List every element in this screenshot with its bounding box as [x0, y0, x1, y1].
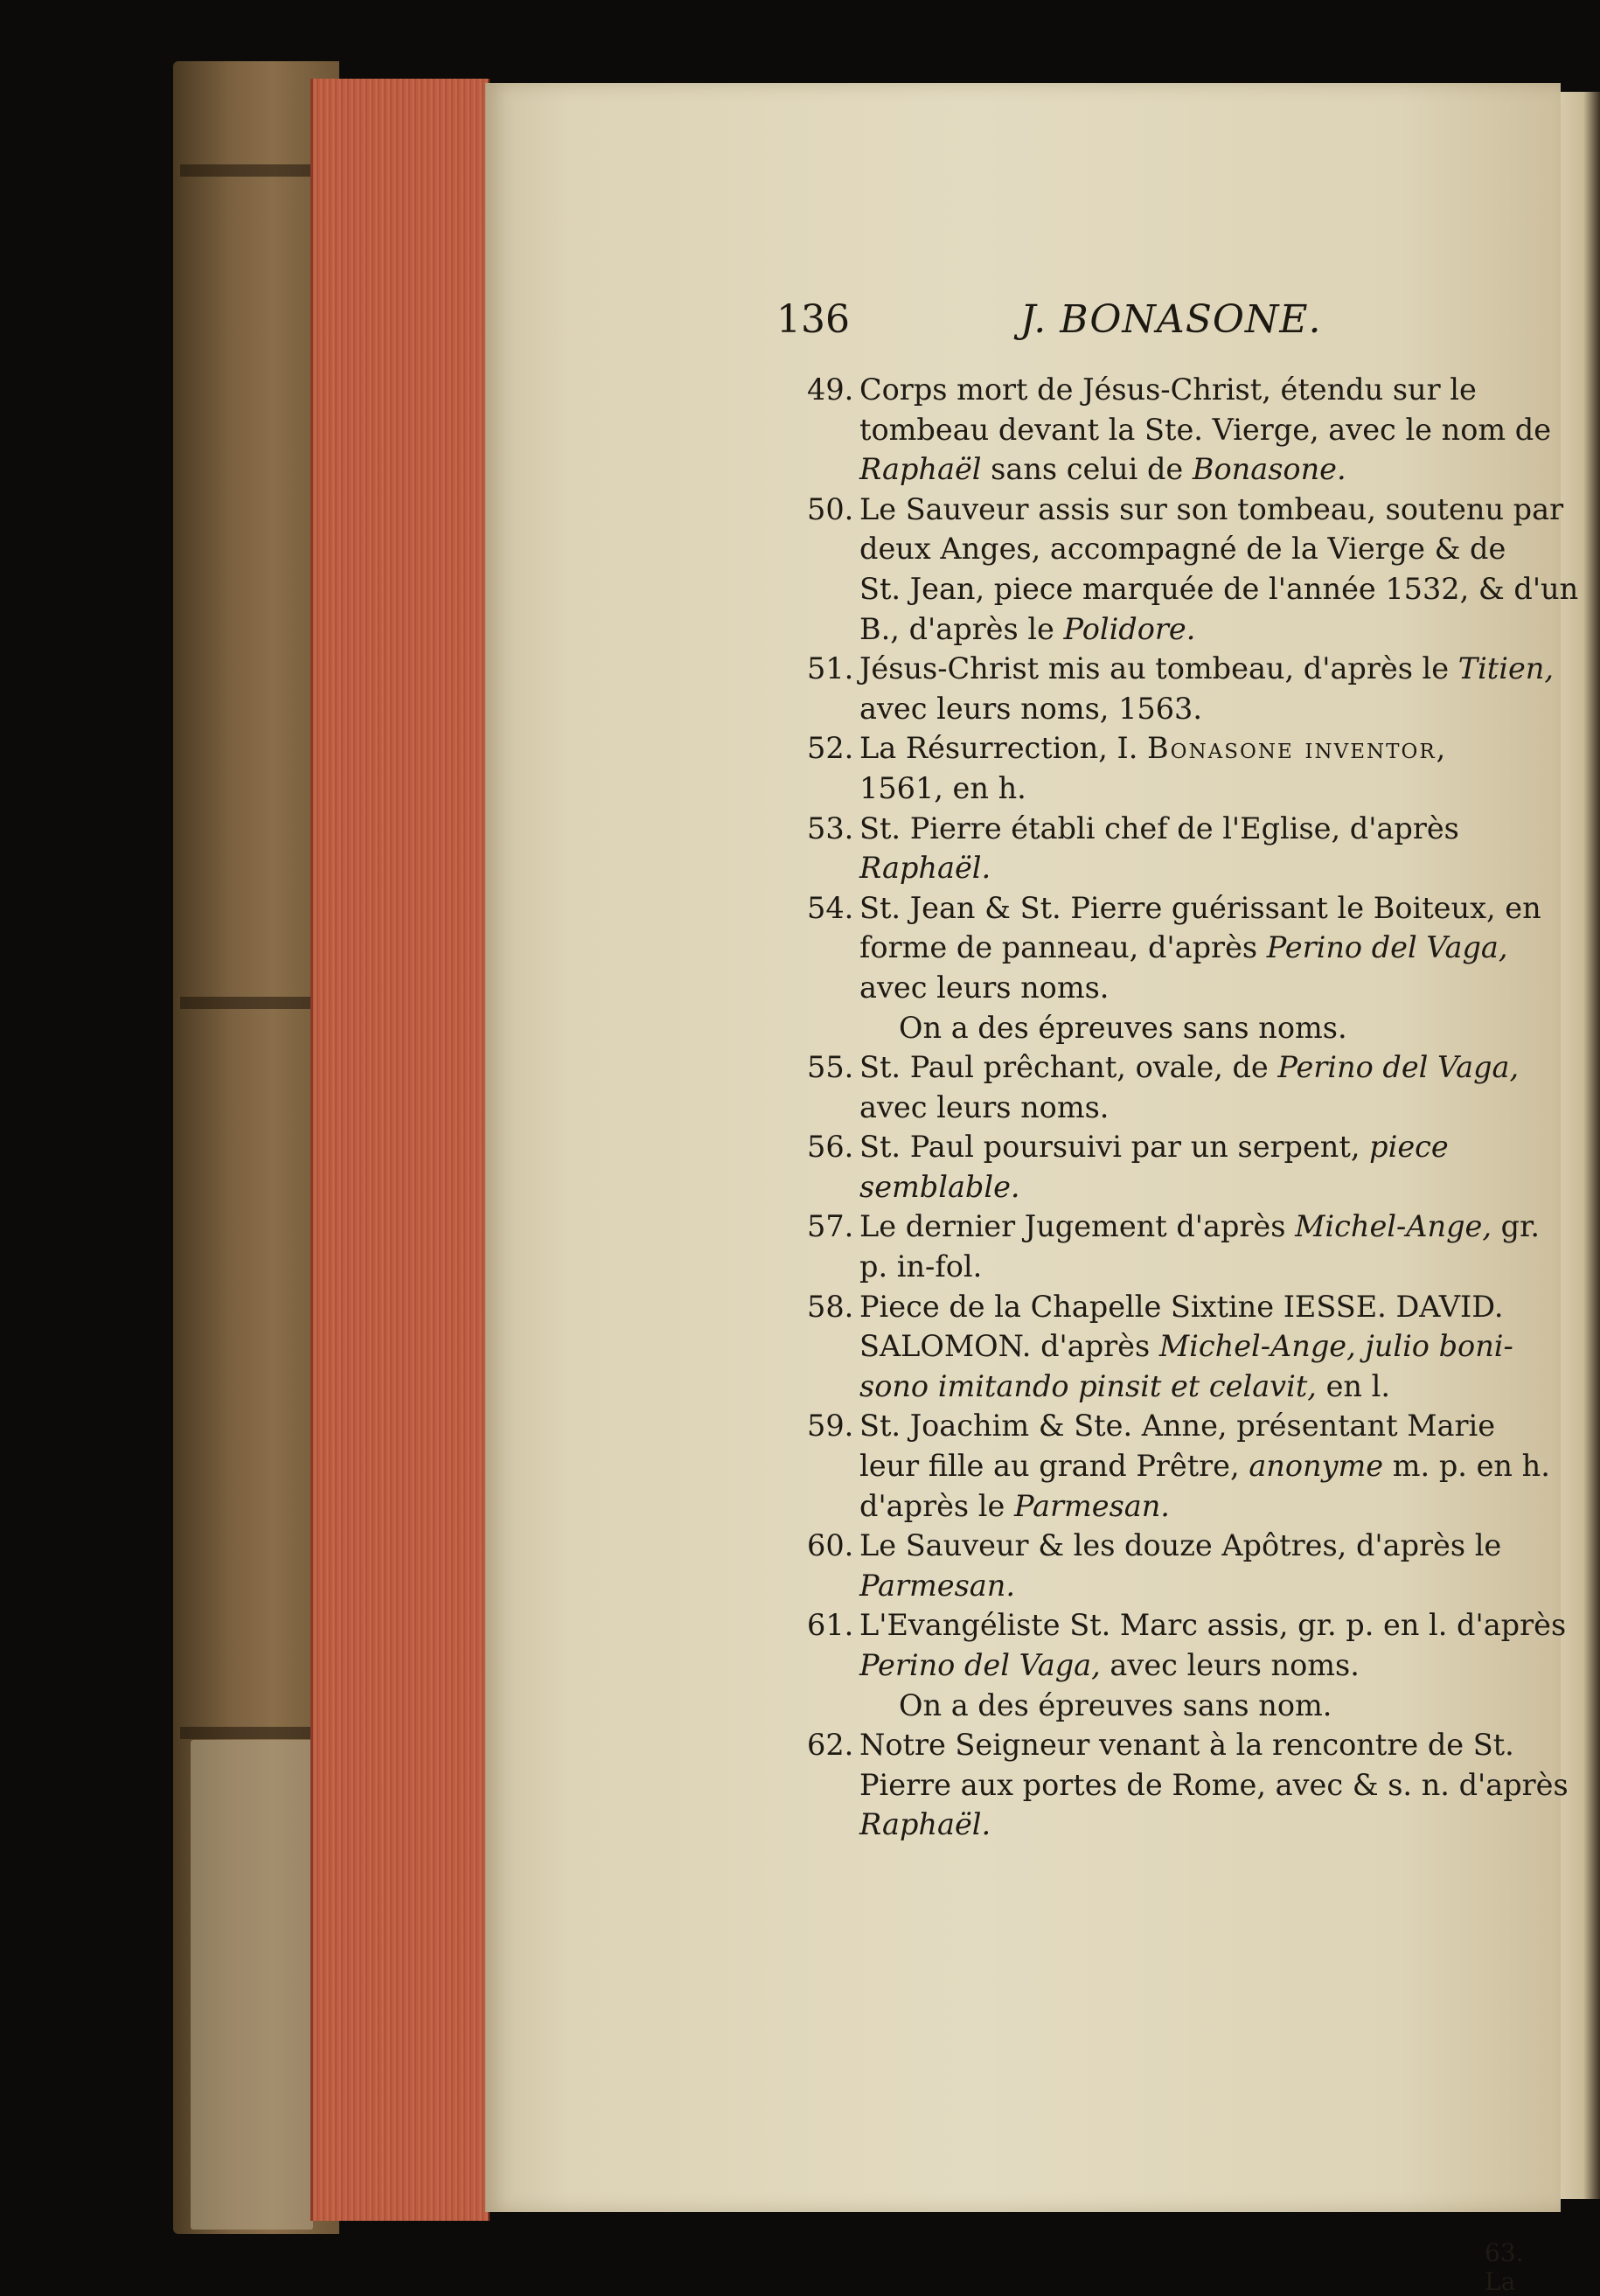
entry-line	[807, 1645, 1550, 1686]
entry-text	[859, 1207, 1540, 1247]
entry-line	[807, 1526, 1550, 1566]
entry-text	[859, 569, 1578, 609]
text-run: deux Anges, accompagné de la Vierge & de	[859, 532, 1506, 567]
entry-text	[859, 649, 1554, 689]
text-run: B., d'après le	[859, 611, 1064, 646]
text-run: La Résurrection, I.	[859, 731, 1148, 766]
entry-line	[807, 1605, 1567, 1645]
entry-line	[807, 728, 1550, 769]
next-leaf-edge	[1558, 92, 1600, 2199]
entry-text	[859, 928, 1508, 968]
entry-text	[859, 1127, 1449, 1167]
entry-number: 51.	[807, 651, 854, 686]
entry-text	[859, 848, 991, 888]
entry-line	[807, 1287, 1550, 1327]
text-run: Pierre aux portes de Rome, avec & s. n. d'après	[859, 1767, 1569, 1802]
entry-text	[859, 1047, 1519, 1088]
entry-number: 56.	[807, 1130, 854, 1165]
text-run: avec leurs noms.	[1100, 1648, 1360, 1682]
text-run: en l.	[1316, 1368, 1390, 1403]
running-head	[485, 297, 1561, 350]
text-run: On a des épreuves sans nom.	[899, 1687, 1332, 1722]
entry-line	[807, 1686, 1550, 1726]
entry-line	[807, 968, 1550, 1008]
entry-line	[807, 1047, 1550, 1088]
entry-line	[807, 1008, 1550, 1048]
text-run: m. p. en h.	[1383, 1449, 1550, 1484]
entry-text	[859, 1486, 1170, 1527]
entry-line	[807, 1566, 1550, 1606]
entry-number: 61.	[807, 1608, 854, 1643]
text-run: sono imitando pinsit et celavit,	[859, 1368, 1317, 1403]
entry-line	[807, 1127, 1550, 1167]
entry-line	[807, 1367, 1550, 1407]
entry-text	[859, 1406, 1495, 1446]
entry-number: 49.	[807, 372, 854, 407]
entry-number: 55.	[807, 1050, 854, 1085]
entry-line	[807, 1326, 1550, 1367]
entry-text	[859, 1765, 1569, 1805]
text-run: Polidore.	[1063, 611, 1196, 646]
entry-text	[859, 490, 1563, 530]
entry-line	[807, 1486, 1550, 1527]
entry-number: 54.	[807, 890, 854, 925]
printed-page	[485, 83, 1579, 2296]
text-run: Perino del Vaga,	[859, 1648, 1101, 1682]
entry-text	[859, 1526, 1501, 1566]
entry-number: 50.	[807, 491, 854, 526]
text-run: avec leurs noms.	[859, 1089, 1110, 1124]
text-run: piece	[1369, 1130, 1449, 1165]
page-number: 136	[776, 297, 850, 342]
entry-line	[807, 490, 1564, 530]
entry-text	[859, 1645, 1360, 1686]
text-run: Raphaël	[859, 452, 982, 487]
text-run: St. Joachim & Ste. Anne, présentant Marie	[859, 1409, 1496, 1444]
entry-line	[807, 569, 1579, 609]
text-run: Perino del Vaga,	[1277, 1050, 1520, 1085]
entry-line	[807, 1725, 1550, 1765]
entry-text	[859, 1725, 1514, 1765]
entry-text	[859, 1566, 1015, 1606]
entry-text	[859, 1446, 1550, 1486]
text-run: Notre Seigneur venant à la rencontre de St.	[859, 1728, 1514, 1763]
text-run: St. Paul poursuivi par un serpent,	[859, 1130, 1370, 1165]
entry-text	[859, 968, 1109, 1008]
text-run: semblable.	[859, 1169, 1020, 1204]
entry-text	[859, 1367, 1390, 1407]
entry-text	[859, 1088, 1109, 1128]
entry-line	[807, 1167, 1550, 1207]
entry-line	[807, 609, 1550, 650]
entry-text	[859, 609, 1195, 650]
running-title: J. BONASONE.	[1020, 297, 1322, 342]
entry-text	[859, 888, 1541, 929]
entry-text	[859, 1247, 982, 1287]
entry-number: 53.	[807, 811, 854, 845]
text-run: gr.	[1492, 1209, 1541, 1244]
entry-number: 52.	[807, 731, 854, 766]
entry-text	[859, 769, 1026, 809]
text-run: 1561, en h.	[859, 770, 1026, 805]
entry-text	[859, 529, 1506, 569]
text-run: d'après le	[859, 1488, 1014, 1523]
text-run: Corps mort de Jésus-Christ, étendu sur le	[859, 372, 1477, 407]
text-run: Bonasone.	[1192, 452, 1346, 487]
text-run: sans celui de	[981, 452, 1193, 487]
catchword: 63. La	[1485, 2238, 1524, 2296]
entry-line	[807, 928, 1550, 968]
text-run: St. Paul prêchant, ovale, de	[859, 1050, 1278, 1085]
text-run: Parmesan.	[1013, 1488, 1170, 1523]
text-run: leur fille au grand Prêtre,	[859, 1449, 1249, 1484]
text-run: forme de panneau, d'après	[859, 930, 1267, 965]
text-run: Le Sauveur assis sur son tombeau, soutenu par	[859, 491, 1564, 526]
entry-text	[859, 689, 1202, 729]
red-page-edges	[310, 79, 490, 2221]
text-run: Bonasone inventor,	[1147, 731, 1448, 766]
text-run: Perino del Vaga,	[1266, 930, 1508, 965]
entry-text	[859, 728, 1447, 769]
text-run: Michel-Ange,	[1295, 1209, 1492, 1244]
text-run: Piece de la Chapelle Sixtine IESSE. DAVID.	[859, 1289, 1504, 1324]
text-run: Le dernier Jugement d'après	[859, 1209, 1296, 1244]
text-run: Raphaël.	[859, 851, 991, 886]
text-run: SALOMON. d'après	[859, 1329, 1159, 1364]
entry-number: 62.	[807, 1728, 854, 1763]
entry-line	[807, 888, 1550, 929]
entry-text	[859, 1287, 1504, 1327]
entry-line	[807, 449, 1550, 490]
entry-line	[807, 529, 1550, 569]
entry-line	[807, 848, 1550, 888]
entry-text	[899, 1686, 1332, 1726]
entry-line	[807, 1088, 1550, 1128]
text-run: St. Jean, piece marquée de l'année 1532, & d'un	[859, 571, 1579, 606]
entry-text	[859, 1167, 1020, 1207]
entry-text	[859, 449, 1346, 490]
entry-text	[859, 809, 1459, 849]
entry-line	[807, 410, 1550, 450]
text-run: Michel-Ange, julio boni-	[1158, 1329, 1513, 1364]
text-run: On a des épreuves sans noms.	[899, 1010, 1347, 1045]
entry-line	[807, 1805, 1550, 1845]
text-run: Parmesan.	[859, 1568, 1016, 1603]
text-run: L'Evangéliste St. Marc assis, gr. p. en l. d'après	[859, 1608, 1567, 1643]
entry-text	[859, 1326, 1513, 1367]
text-run: Titien,	[1457, 651, 1555, 686]
entry-line	[807, 1765, 1569, 1805]
text-run: tombeau devant la Ste. Vierge, avec le nom de	[859, 412, 1552, 447]
entry-number: 57.	[807, 1209, 854, 1244]
entry-line	[807, 809, 1550, 849]
entry-line	[807, 370, 1550, 410]
entry-line	[807, 1247, 1550, 1287]
entry-text	[899, 1008, 1347, 1048]
entry-line	[807, 1406, 1550, 1446]
entry-text	[859, 1805, 991, 1845]
catalogue-entries	[807, 370, 1579, 1845]
entry-text	[859, 1605, 1566, 1645]
text-run: avec leurs noms, 1563.	[859, 691, 1203, 726]
text-run: Le Sauveur & les douze Apôtres, d'après le	[859, 1528, 1502, 1563]
text-run: anonyme	[1249, 1449, 1384, 1484]
entry-line	[807, 1446, 1550, 1486]
text-run: p. in-fol.	[859, 1249, 983, 1284]
entry-number: 58.	[807, 1289, 854, 1324]
text-run: St. Jean & St. Pierre guérissant le Boiteux, en	[859, 890, 1541, 925]
text-run: Jésus-Christ mis au tombeau, d'après le	[859, 651, 1458, 686]
text-run: avec leurs noms.	[859, 970, 1110, 1005]
entry-line	[807, 1207, 1550, 1247]
text-run: St. Pierre établi chef de l'Eglise, d'après	[859, 811, 1459, 845]
entry-text	[859, 370, 1477, 410]
text-run: Raphaël.	[859, 1807, 991, 1842]
entry-number: 60.	[807, 1528, 854, 1563]
entry-text	[859, 410, 1551, 450]
entry-line	[807, 649, 1555, 689]
entry-line	[807, 689, 1550, 729]
entry-number: 59.	[807, 1409, 854, 1444]
entry-line	[807, 769, 1550, 809]
